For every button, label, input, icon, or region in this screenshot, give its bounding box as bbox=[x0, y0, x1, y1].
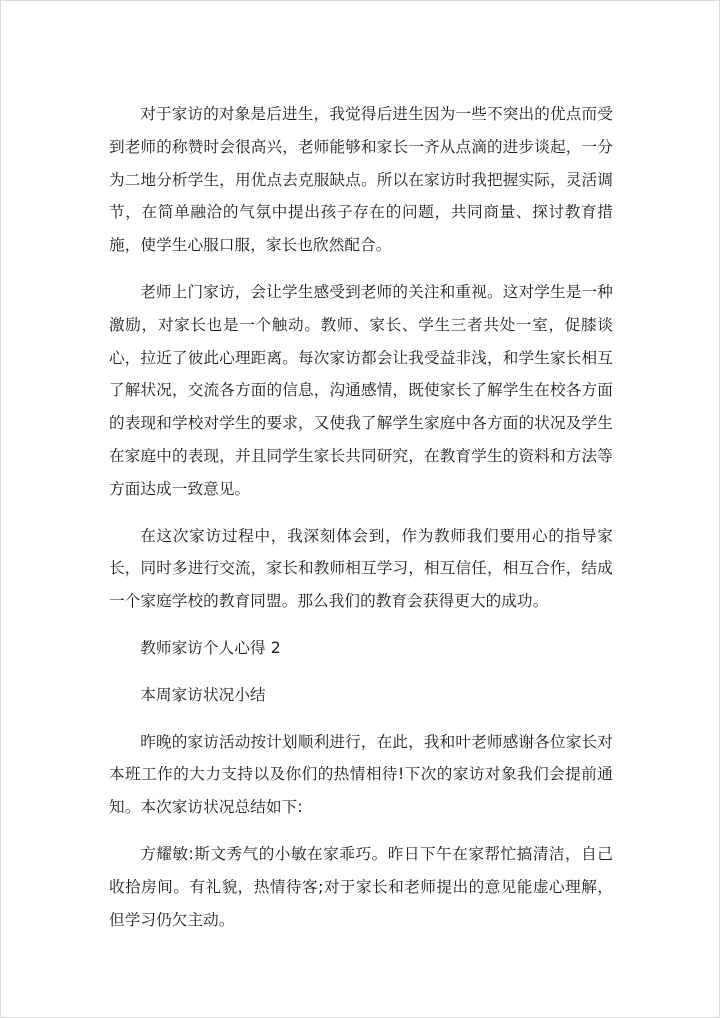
section-subheading-weekly-summary: 本周家访状况小结 bbox=[140, 685, 266, 704]
document-body bbox=[109, 98, 613, 950]
section-heading-experience-2: 教师家访个人心得 2 bbox=[140, 638, 281, 657]
paragraph-reflection: 在这次家访过程中，我深刻体会到，作为教师我们要用心的指导家长，同时多进行交流，家长和教师相互学习，相互信任，相互合作，结成一个家庭学校的教育同盟。那么我们的教育会获得更大的成功。 bbox=[109, 526, 613, 611]
paragraph-student-fang-yaomin: 方耀敏:斯文秀气的小敏在家乖巧。昨日下午在家帮忙搞清洁，自己收拾房间。有礼貌，热情待客;对于家长和老师提出的意见能虚心理解，但学习仍欠主动。 bbox=[109, 844, 613, 929]
paragraph-backward-students: 对于家访的对象是后进生，我觉得后进生因为一些不突出的优点而受到老师的称赞时会很高兴，老师能够和家长一齐从点滴的进步谈起，一分为二地分析学生，用优点去克服缺点。所以在家访时我把握实际，灵活调节，在简单融洽的气氛中提出孩子存在的问题，共同商量、探讨教育措施，使学生心服口服，家长也欣然配合。 bbox=[109, 105, 613, 255]
paragraph-last-night-visit: 昨晚的家访活动按计划顺利进行，在此，我和叶老师感谢各位家长对本班工作的大力支持以及你们的热情相待!下次的家访对象我们会提前通知。本次家访状况总结如下: bbox=[109, 732, 613, 817]
paragraph-home-visit-effect: 老师上门家访，会让学生感受到老师的关注和重视。这对学生是一种激励，对家长也是一个触动。教师、家长、学生三者共处一室，促膝谈心，拉近了彼此心理距离。每次家访都会让我受益非浅，和学生家长相互了解状况，交流各方面的信息，沟通感情，既使家长了解学生在校各方面的表现和学校对学生的要求，又使我了解学生家庭中各方面的状况及学生在家庭中的表现，并且同学生家长共同研究，在教育学生的资料和方法等方面达成一致意见。 bbox=[109, 282, 613, 498]
